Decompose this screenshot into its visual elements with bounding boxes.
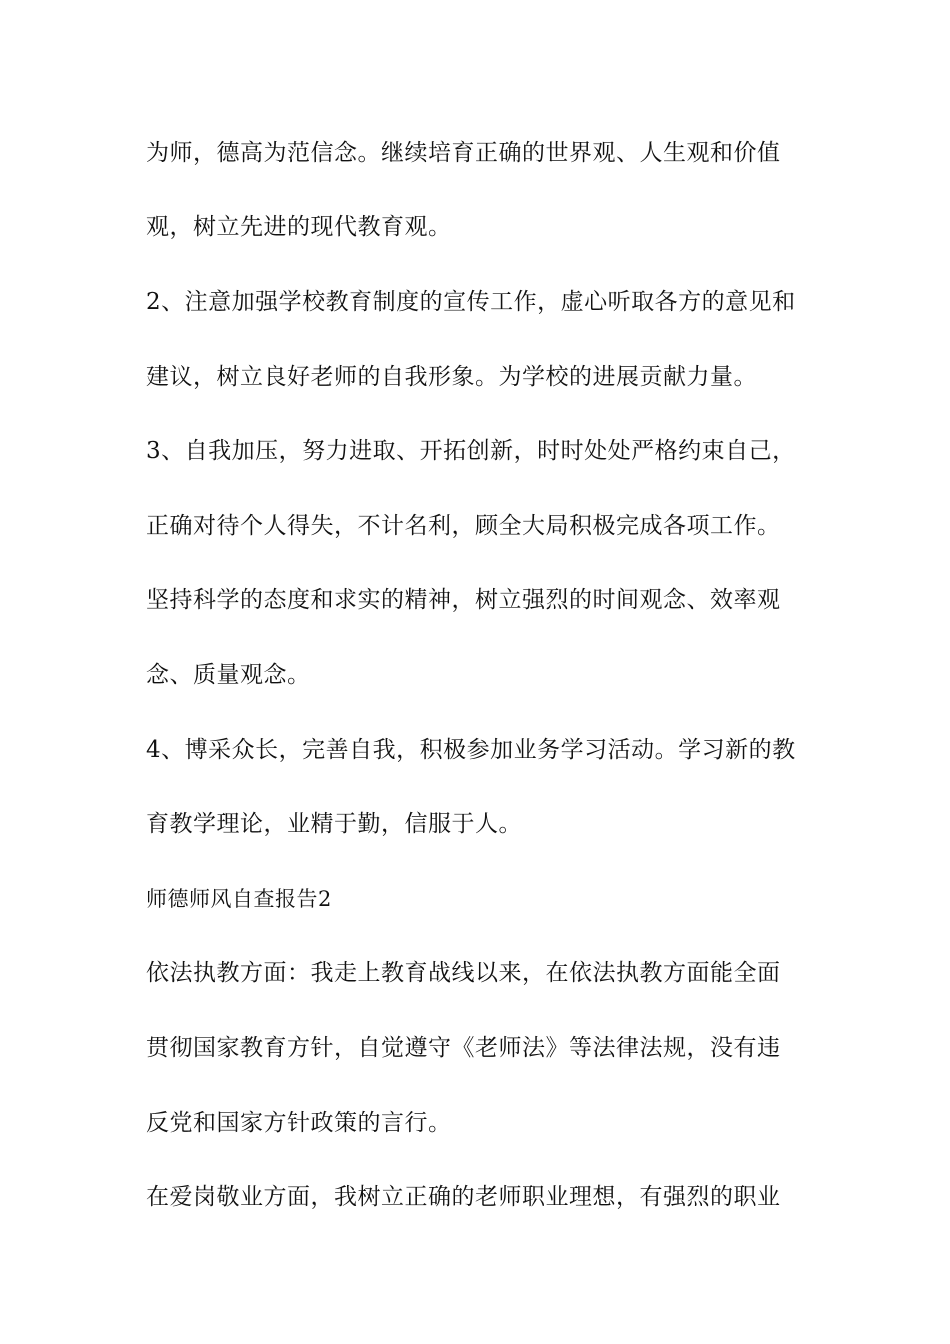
paragraph-line: 念、质量观念。: [146, 662, 311, 688]
paragraph-line: 在爱岗敬业方面，我树立正确的老师职业理想，有强烈的职业: [146, 1184, 781, 1210]
paragraph-line: 观，树立先进的现代教育观。: [146, 214, 452, 240]
paragraph-line: 反党和国家方针政策的言行。: [146, 1110, 452, 1136]
paragraph-line: 建议，树立良好老师的自我形象。为学校的进展贡献力量。: [146, 364, 757, 390]
paragraph-line: 4、博采众长，完善自我，积极参加业务学习活动。学习新的教: [146, 737, 796, 763]
paragraph-line: 为师，德高为范信念。继续培育正确的世界观、人生观和价值: [146, 140, 781, 166]
paragraph-line: 育教学理论，业精于勤，信服于人。: [146, 811, 522, 837]
paragraph-line: 正确对待个人得失，不计名利，顾全大局积极完成各项工作。: [146, 513, 781, 539]
paragraph-line: 贯彻国家教育方针，自觉遵守《老师法》等法律法规，没有违: [146, 1035, 781, 1061]
paragraph-line: 2、注意加强学校教育制度的宣传工作，虚心听取各方的意见和: [146, 289, 796, 315]
section-heading: 师德师风自查报告2: [146, 887, 332, 911]
paragraph-line: 3、自我加压，努力进取、开拓创新，时时处处严格约束自己，: [146, 438, 796, 464]
paragraph-line: 坚持科学的态度和求实的精神，树立强烈的时间观念、效率观: [146, 587, 781, 613]
paragraph-line: 依法执教方面：我走上教育战线以来，在依法执教方面能全面: [146, 960, 781, 986]
